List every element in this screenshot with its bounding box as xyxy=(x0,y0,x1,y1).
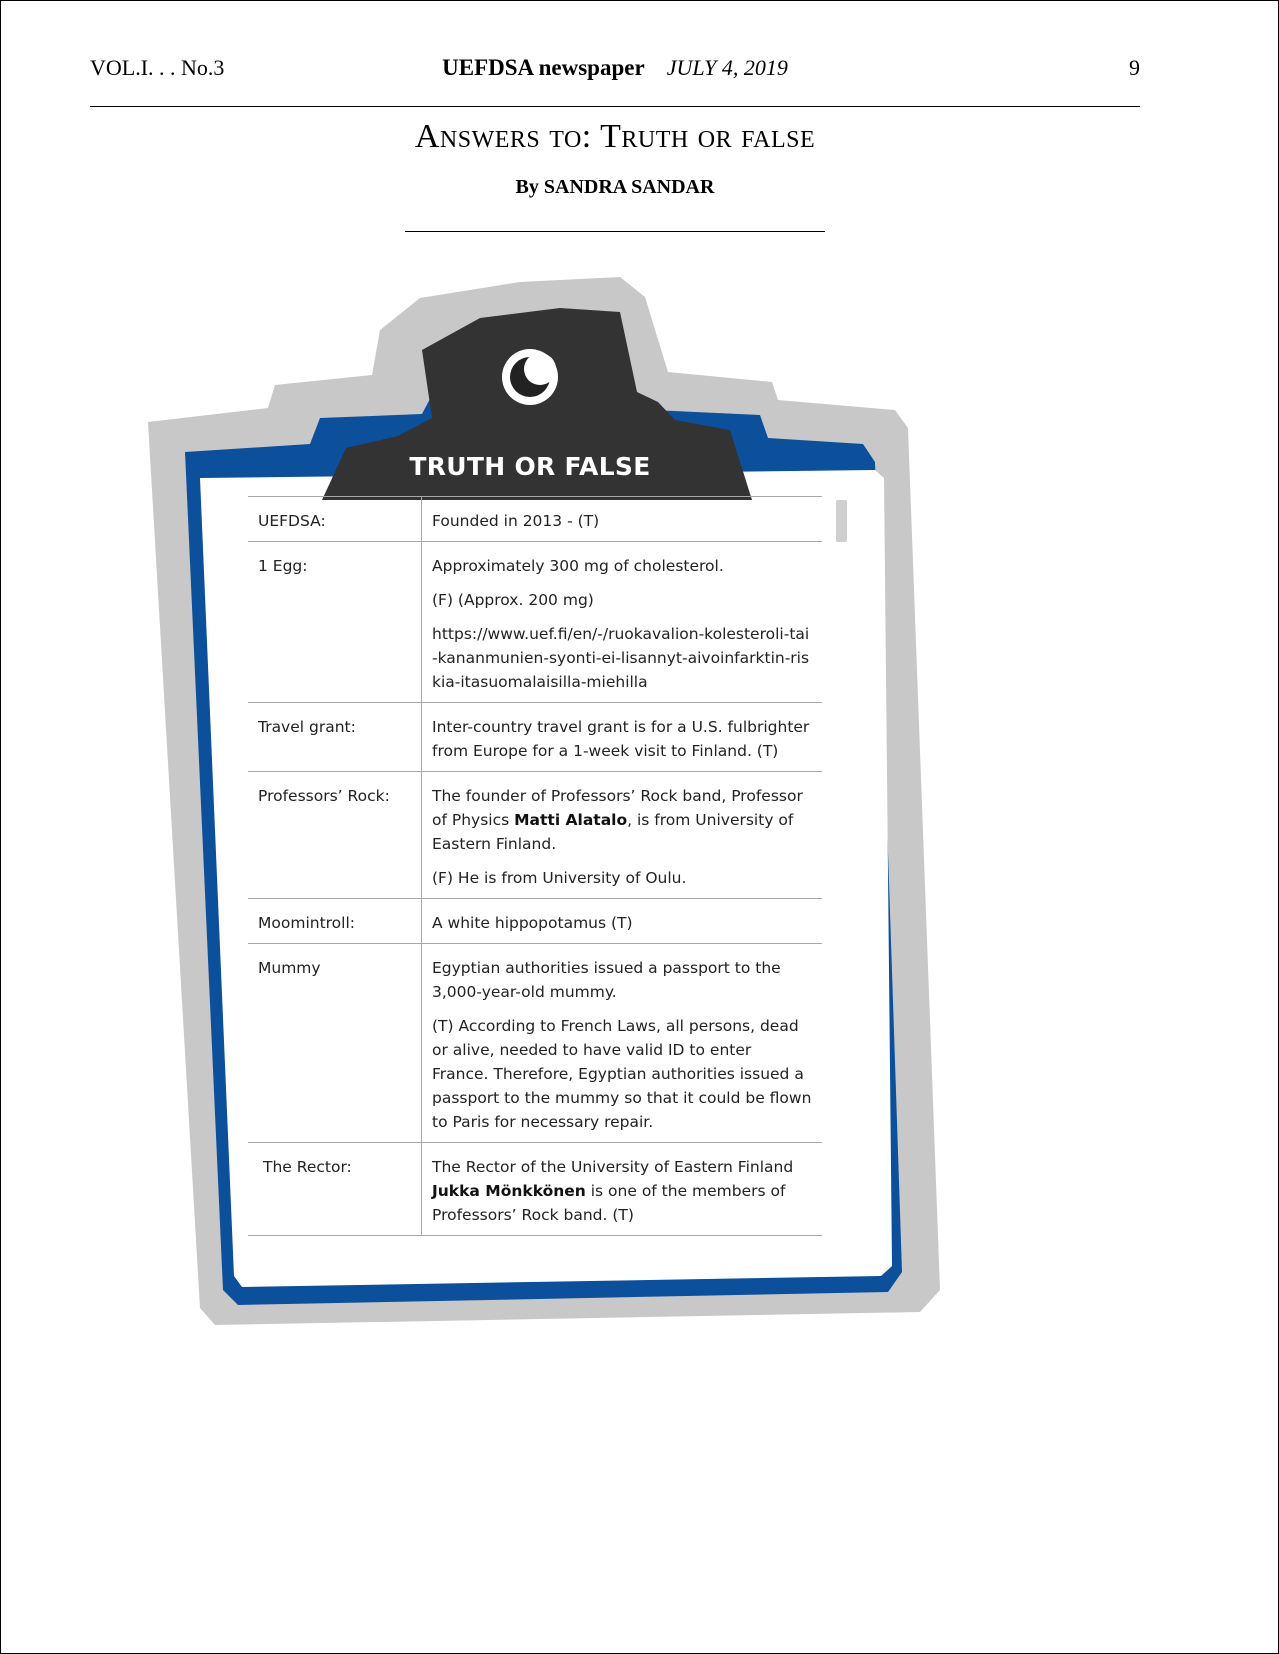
answer-verdict: (T) According to French Laws, all persons, dead or alive, needed to have valid ID to enter France. Therefore, Egyptian authorities issued a passport to the mummy so that it could be flown to Paris for necessary repair. xyxy=(432,1017,812,1131)
clipboard-title: TRUTH OR FALSE xyxy=(409,452,651,481)
page-number: 9 xyxy=(1129,55,1140,80)
table-row xyxy=(248,1143,822,1236)
answer-cell: A white hippopotamus (T) xyxy=(432,914,633,932)
table-row xyxy=(248,703,822,772)
term-cell: UEFDSA: xyxy=(248,497,422,542)
issue-date: JULY 4, 2019 xyxy=(666,55,788,80)
table-row xyxy=(248,542,822,703)
term-cell: Travel grant: xyxy=(248,703,422,772)
term-cell: The Rector: xyxy=(248,1143,422,1236)
answer-verdict: (F) He is from University of Oulu. xyxy=(432,869,687,887)
source-url: https://www.uef.fi/en/-/ruokavalion-kolesteroli-tai-kananmunien-syonti-ei-lisannyt-aivoinfarktin-riskia-itasuomalaisilla-miehilla xyxy=(432,625,810,691)
answer-text-start: The Rector of the University of Eastern Finland xyxy=(432,1158,794,1176)
term-cell: Professors’ Rock: xyxy=(248,772,422,899)
moon-icon xyxy=(494,347,566,407)
term-cell: Moomintroll: xyxy=(248,899,422,944)
table-row xyxy=(248,497,822,542)
answer-name: Matti Alatalo xyxy=(514,811,628,829)
answer-text-start: The founder of Professors’ Rock band, Professor of Physics xyxy=(432,787,803,829)
volume-label: VOL.I. . . No.3 xyxy=(90,55,225,80)
answer-cell xyxy=(422,542,823,703)
term-cell: 1 Egg: xyxy=(248,542,422,703)
answer-verdict: (F) (Approx. 200 mg) xyxy=(432,591,594,609)
answer-cell: Inter-country travel grant is for a U.S. fulbrighter from Europe for a 1-week visit to Finland. (T) xyxy=(432,718,810,760)
answer-cell: Founded in 2013 - (T) xyxy=(432,512,600,530)
answer-cell xyxy=(422,1143,823,1236)
answer-cell xyxy=(422,772,823,899)
scrollbar-thumb[interactable] xyxy=(836,500,847,542)
table-row xyxy=(248,772,822,899)
byline: By SANDRA SANDAR xyxy=(515,176,715,198)
answer-text-end: , is from University of Eastern Finland. xyxy=(432,811,794,853)
newspaper-name: UEFDSA newspaper xyxy=(442,55,645,80)
term-cell: Mummy xyxy=(248,944,422,1143)
answer-text xyxy=(432,784,812,856)
answer-name: Jukka Mönkkönen xyxy=(432,1182,586,1200)
answer-text: Egyptian authorities issued a passport to the 3,000-year-old mummy. xyxy=(432,959,781,1001)
answers-table xyxy=(248,496,822,1236)
answer-cell xyxy=(422,944,823,1143)
article-title: Answers to: Truth or false xyxy=(414,118,816,155)
answer-text: Approximately 300 mg of cholesterol. xyxy=(432,557,724,575)
table-row xyxy=(248,944,822,1143)
answer-text-end: is one of the members of Professors’ Rock band. (T) xyxy=(432,1182,786,1224)
table-row xyxy=(248,899,822,944)
